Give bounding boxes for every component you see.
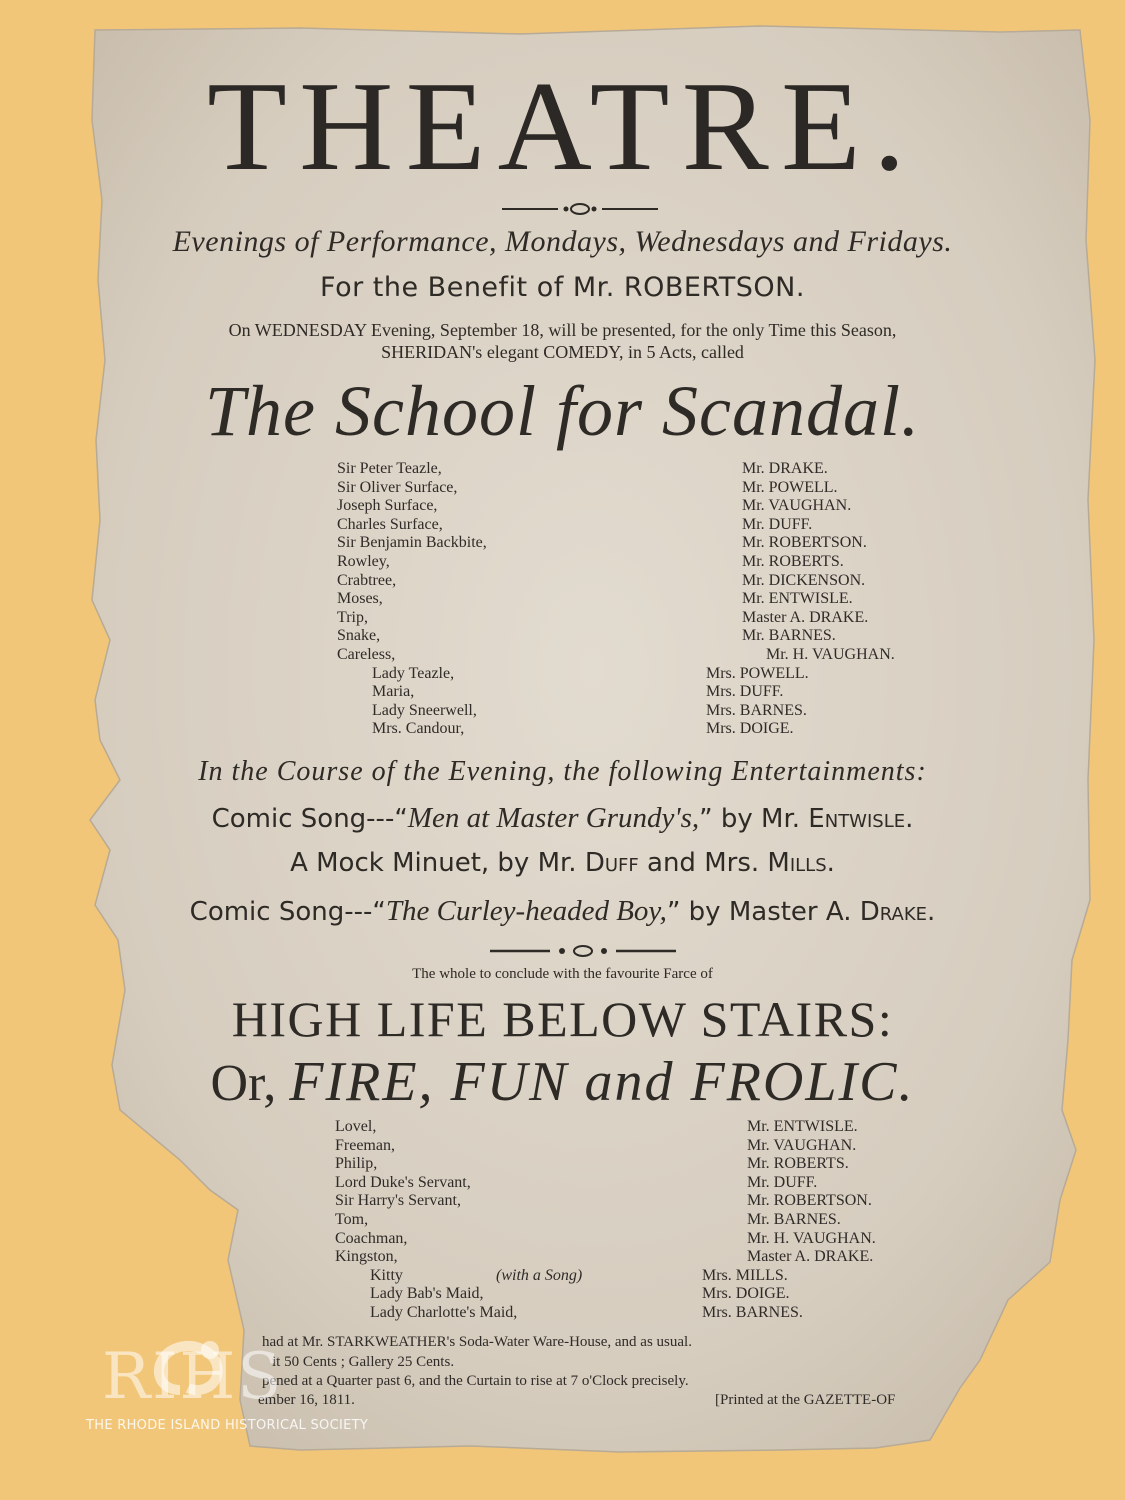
cast-role: Moses, (337, 590, 383, 608)
farce-title: HIGH LIFE BELOW STAIRS: (231, 991, 894, 1047)
prices-line: it 50 Cents ; Gallery 25 Cents. (272, 1354, 455, 1370)
cast-actor: Mr. ROBERTS. (742, 553, 844, 570)
cast-role: Sir Harry's Servant, (335, 1192, 461, 1210)
cast-actor: Mrs. POWELL. (706, 664, 809, 682)
song2-title: The Curley-headed Boy, (385, 895, 667, 927)
cast-actor: Mr. BARNES. (742, 627, 836, 645)
minuet-and: and Mrs. (647, 848, 760, 878)
cast-role: Lord Duke's Servant, (335, 1173, 471, 1191)
logo-letters: RIHS (102, 1340, 284, 1414)
benefit-line: For the Benefit of Mr. ROBERTSON. (320, 272, 805, 303)
play-title: The School for Scandal. (205, 371, 920, 451)
cast-actor: Mr. ROBERTS. (747, 1155, 849, 1173)
cast-role: Lady Teazle, (372, 664, 455, 682)
doors-line: pened at a Quarter past 6, and the Curtain to rise at 7 o'Clock precisely. (262, 1373, 689, 1389)
cast-actor: Mr. ROBERTSON. (742, 534, 867, 552)
song1-prefix: Comic Song---“ (211, 804, 408, 834)
theatre-title: THEATRE. (207, 55, 918, 197)
historical-society-credit: THE RHODE ISLAND HISTORICAL SOCIETY (86, 1418, 369, 1433)
cast-role: Sir Oliver Surface, (337, 478, 458, 496)
comic-song-1 (0, 802, 1125, 835)
minuet-performer-2: Mills. (767, 848, 835, 878)
cast-actor: Mr. DICKENSON. (742, 571, 866, 589)
farce-cast-list (0, 1118, 1125, 1328)
cast-actor: Mrs. DUFF. (706, 683, 784, 701)
song1-title: Men at Master Grundy's, (407, 802, 700, 834)
cast-actor: Mr. BARNES. (747, 1211, 841, 1228)
cast-role: Rowley, (337, 553, 390, 570)
cast-role: Kingston, (335, 1248, 398, 1266)
cast-role: Tom, (335, 1211, 369, 1228)
comedy-cast-list (0, 460, 1125, 750)
cast-role: Charles Surface, (337, 515, 443, 533)
cast-role: Joseph Surface, (337, 497, 438, 515)
cast-role: Sir Benjamin Backbite, (337, 534, 487, 552)
farce-subtitle (0, 1050, 1125, 1114)
subtitle-prefix: Or, (210, 1055, 277, 1112)
cast-role: Lady Charlotte's Maid, (370, 1304, 518, 1321)
cast-role: Philip, (335, 1155, 378, 1173)
cast-role: Lady Sneerwell, (372, 701, 477, 719)
cast-role: Careless, (337, 646, 396, 663)
cast-actor: Mrs. MILLS. (702, 1266, 788, 1284)
song2-by: ” by Master A. (666, 897, 852, 927)
cast-role: Lady Bab's Maid, (370, 1285, 484, 1303)
minuet-performer-1: Duff (584, 848, 639, 878)
cast-actor: Mr. ENTWISLE. (742, 590, 853, 608)
cast-role: Coachman, (335, 1229, 408, 1247)
cast-role: Maria, (372, 683, 415, 701)
cast-role: Sir Peter Teazle, (337, 460, 442, 477)
cast-role: Kitty (370, 1266, 403, 1284)
cast-actor: Mr. POWELL. (742, 478, 838, 496)
subtitle-italic: FIRE, FUN and FROLIC. (289, 1051, 915, 1113)
cast-actor: Mr. VAUGHAN. (747, 1136, 857, 1154)
cast-role: Lovel, (335, 1118, 377, 1135)
cast-role: Freeman, (335, 1136, 395, 1154)
cast-role: Mrs. Candour, (372, 720, 465, 738)
cast-role: Snake, (337, 627, 381, 645)
cast-actor: Mrs. DOIGE. (702, 1285, 790, 1303)
printer-line: [Printed at the GAZETTE-OF (715, 1392, 896, 1408)
cast-actor: Mr. VAUGHAN. (742, 497, 852, 515)
minuet-prefix: A Mock Minuet, by Mr. (290, 848, 577, 878)
cast-actor: Mr. DUFF. (742, 515, 813, 533)
farce-intro: The whole to conclude with the favourite Farce of (412, 966, 713, 982)
song2-performer: Drake. (859, 897, 936, 927)
song-note: (with a Song) (496, 1266, 583, 1284)
cast-actor: Master A. DRAKE. (742, 608, 869, 626)
cast-actor: Mr. DRAKE. (742, 460, 828, 477)
date-line: ember 16, 1811. (258, 1392, 355, 1408)
song2-prefix: Comic Song---“ (189, 897, 386, 927)
cast-role: Trip, (337, 608, 368, 626)
song1-by: ” by Mr. (699, 804, 801, 834)
cast-actor: Mr. ENTWISLE. (747, 1118, 858, 1135)
cast-actor: Mrs. DOIGE. (706, 720, 794, 738)
comic-song-2 (0, 895, 1125, 928)
tickets-line: had at Mr. STARKWEATHER's Soda-Water Ware-House, and as usual. (262, 1334, 692, 1350)
announcement-line-2: SHERIDAN's elegant COMEDY, in 5 Acts, called (381, 342, 744, 362)
cast-actor: Mrs. BARNES. (702, 1304, 803, 1321)
cast-actor: Mr. H. VAUGHAN. (766, 646, 895, 663)
cast-actor: Mr. DUFF. (747, 1173, 818, 1191)
cast-role: Crabtree, (337, 571, 397, 589)
ornament-divider-icon (488, 944, 678, 958)
ornament-divider-icon (500, 202, 660, 216)
cast-actor: Mrs. BARNES. (706, 701, 807, 719)
mock-minuet (0, 848, 1125, 878)
cast-actor: Mr. H. VAUGHAN. (747, 1229, 876, 1247)
cast-actor: Mr. ROBERTSON. (747, 1192, 872, 1210)
announcement-line-1: On WEDNESDAY Evening, September 18, will be presented, for the only Time this Season, (228, 320, 897, 340)
performance-evenings: Evenings of Performance, Mondays, Wednesdays and Fridays. (172, 225, 953, 258)
cast-actor: Master A. DRAKE. (747, 1248, 874, 1266)
song1-performer: Entwisle. (808, 804, 914, 834)
entertainments-heading: In the Course of the Evening, the following Entertainments: (198, 756, 927, 787)
